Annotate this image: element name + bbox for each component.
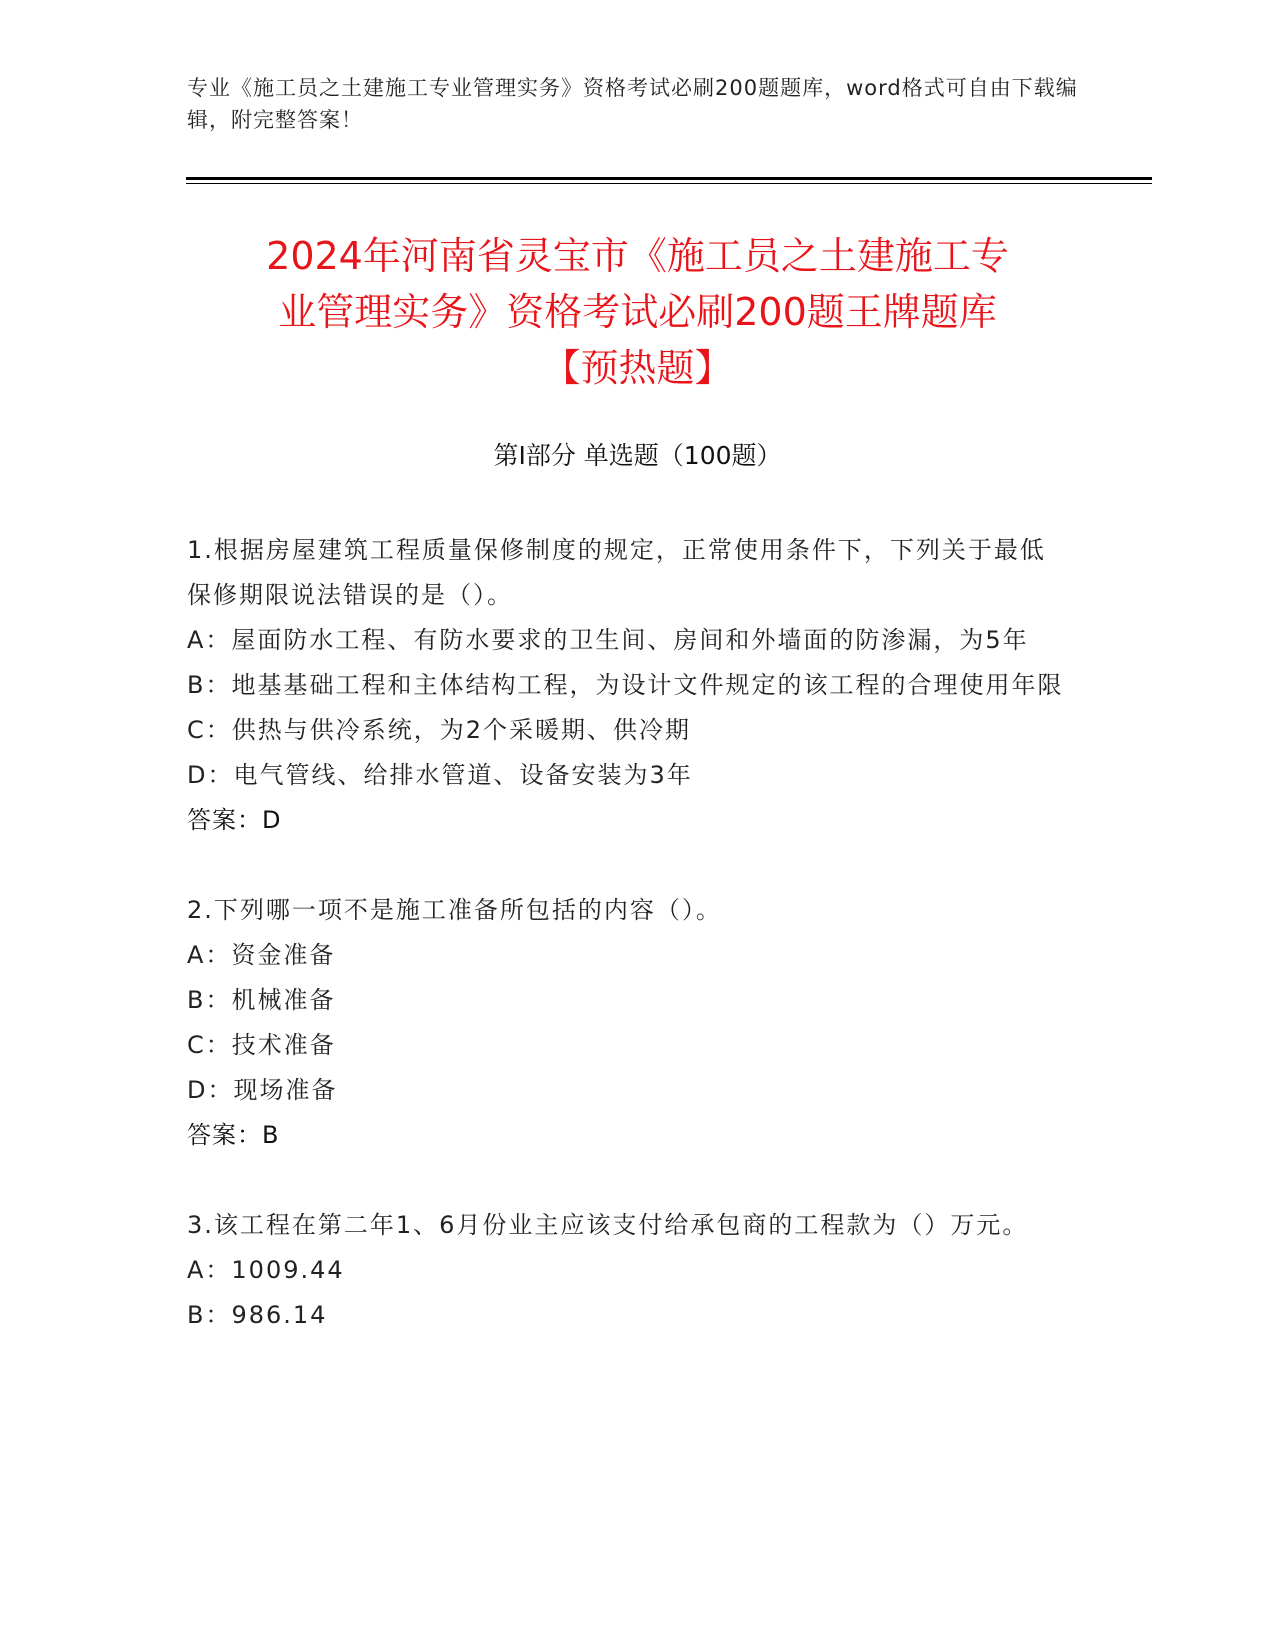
option-c: C：技术准备 xyxy=(187,1031,336,1059)
question-stem: 1.根据房屋建筑工程质量保修制度的规定，正常使用条件下，下列关于最低保修期限说法错误的是（）。 xyxy=(187,536,1046,609)
option-b: B：986.14 xyxy=(187,1301,328,1329)
question-list xyxy=(187,528,1067,1338)
option-d: D：现场准备 xyxy=(187,1076,338,1104)
title-line-1: 2024年河南省灵宝市《施工员之土建施工专 xyxy=(266,234,1009,278)
question-block xyxy=(187,528,1067,843)
question-stem: 2.下列哪一项不是施工准备所包括的内容（）。 xyxy=(187,896,722,924)
document-title xyxy=(150,228,1125,396)
option-c: C：供热与供冷系统，为2个采暖期、供冷期 xyxy=(187,716,692,744)
option-a: A：资金准备 xyxy=(187,941,336,969)
question-block xyxy=(187,1203,1067,1338)
question-stem: 3.该工程在第二年1、6月份业主应该支付给承包商的工程款为（）万元。 xyxy=(187,1211,1029,1239)
option-b: B：地基基础工程和主体结构工程，为设计文件规定的该工程的合理使用年限 xyxy=(187,671,1064,699)
answer: 答案：B xyxy=(187,1121,280,1149)
option-b: B：机械准备 xyxy=(187,986,336,1014)
option-d: D：电气管线、给排水管道、设备安装为3年 xyxy=(187,761,693,789)
header-rule-thick xyxy=(186,177,1152,180)
answer: 答案：D xyxy=(187,806,282,834)
question-gap xyxy=(187,1158,1067,1203)
section-title: 第I部分 单选题（100题） xyxy=(493,441,782,470)
question-gap xyxy=(187,843,1067,888)
header-rule-thin xyxy=(186,183,1152,184)
title-line-3: 【预热题】 xyxy=(542,346,733,390)
option-a: A：屋面防水工程、有防水要求的卫生间、房间和外墙面的防渗漏，为5年 xyxy=(187,626,1029,654)
question-block xyxy=(187,888,1067,1158)
option-a: A：1009.44 xyxy=(187,1256,345,1284)
title-line-2: 业管理实务》资格考试必刷200题王牌题库 xyxy=(278,290,997,334)
header-note: 专业《施工员之土建施工专业管理实务》资格考试必刷200题题库，word格式可自由下载编辑，附完整答案！ xyxy=(187,76,1078,132)
